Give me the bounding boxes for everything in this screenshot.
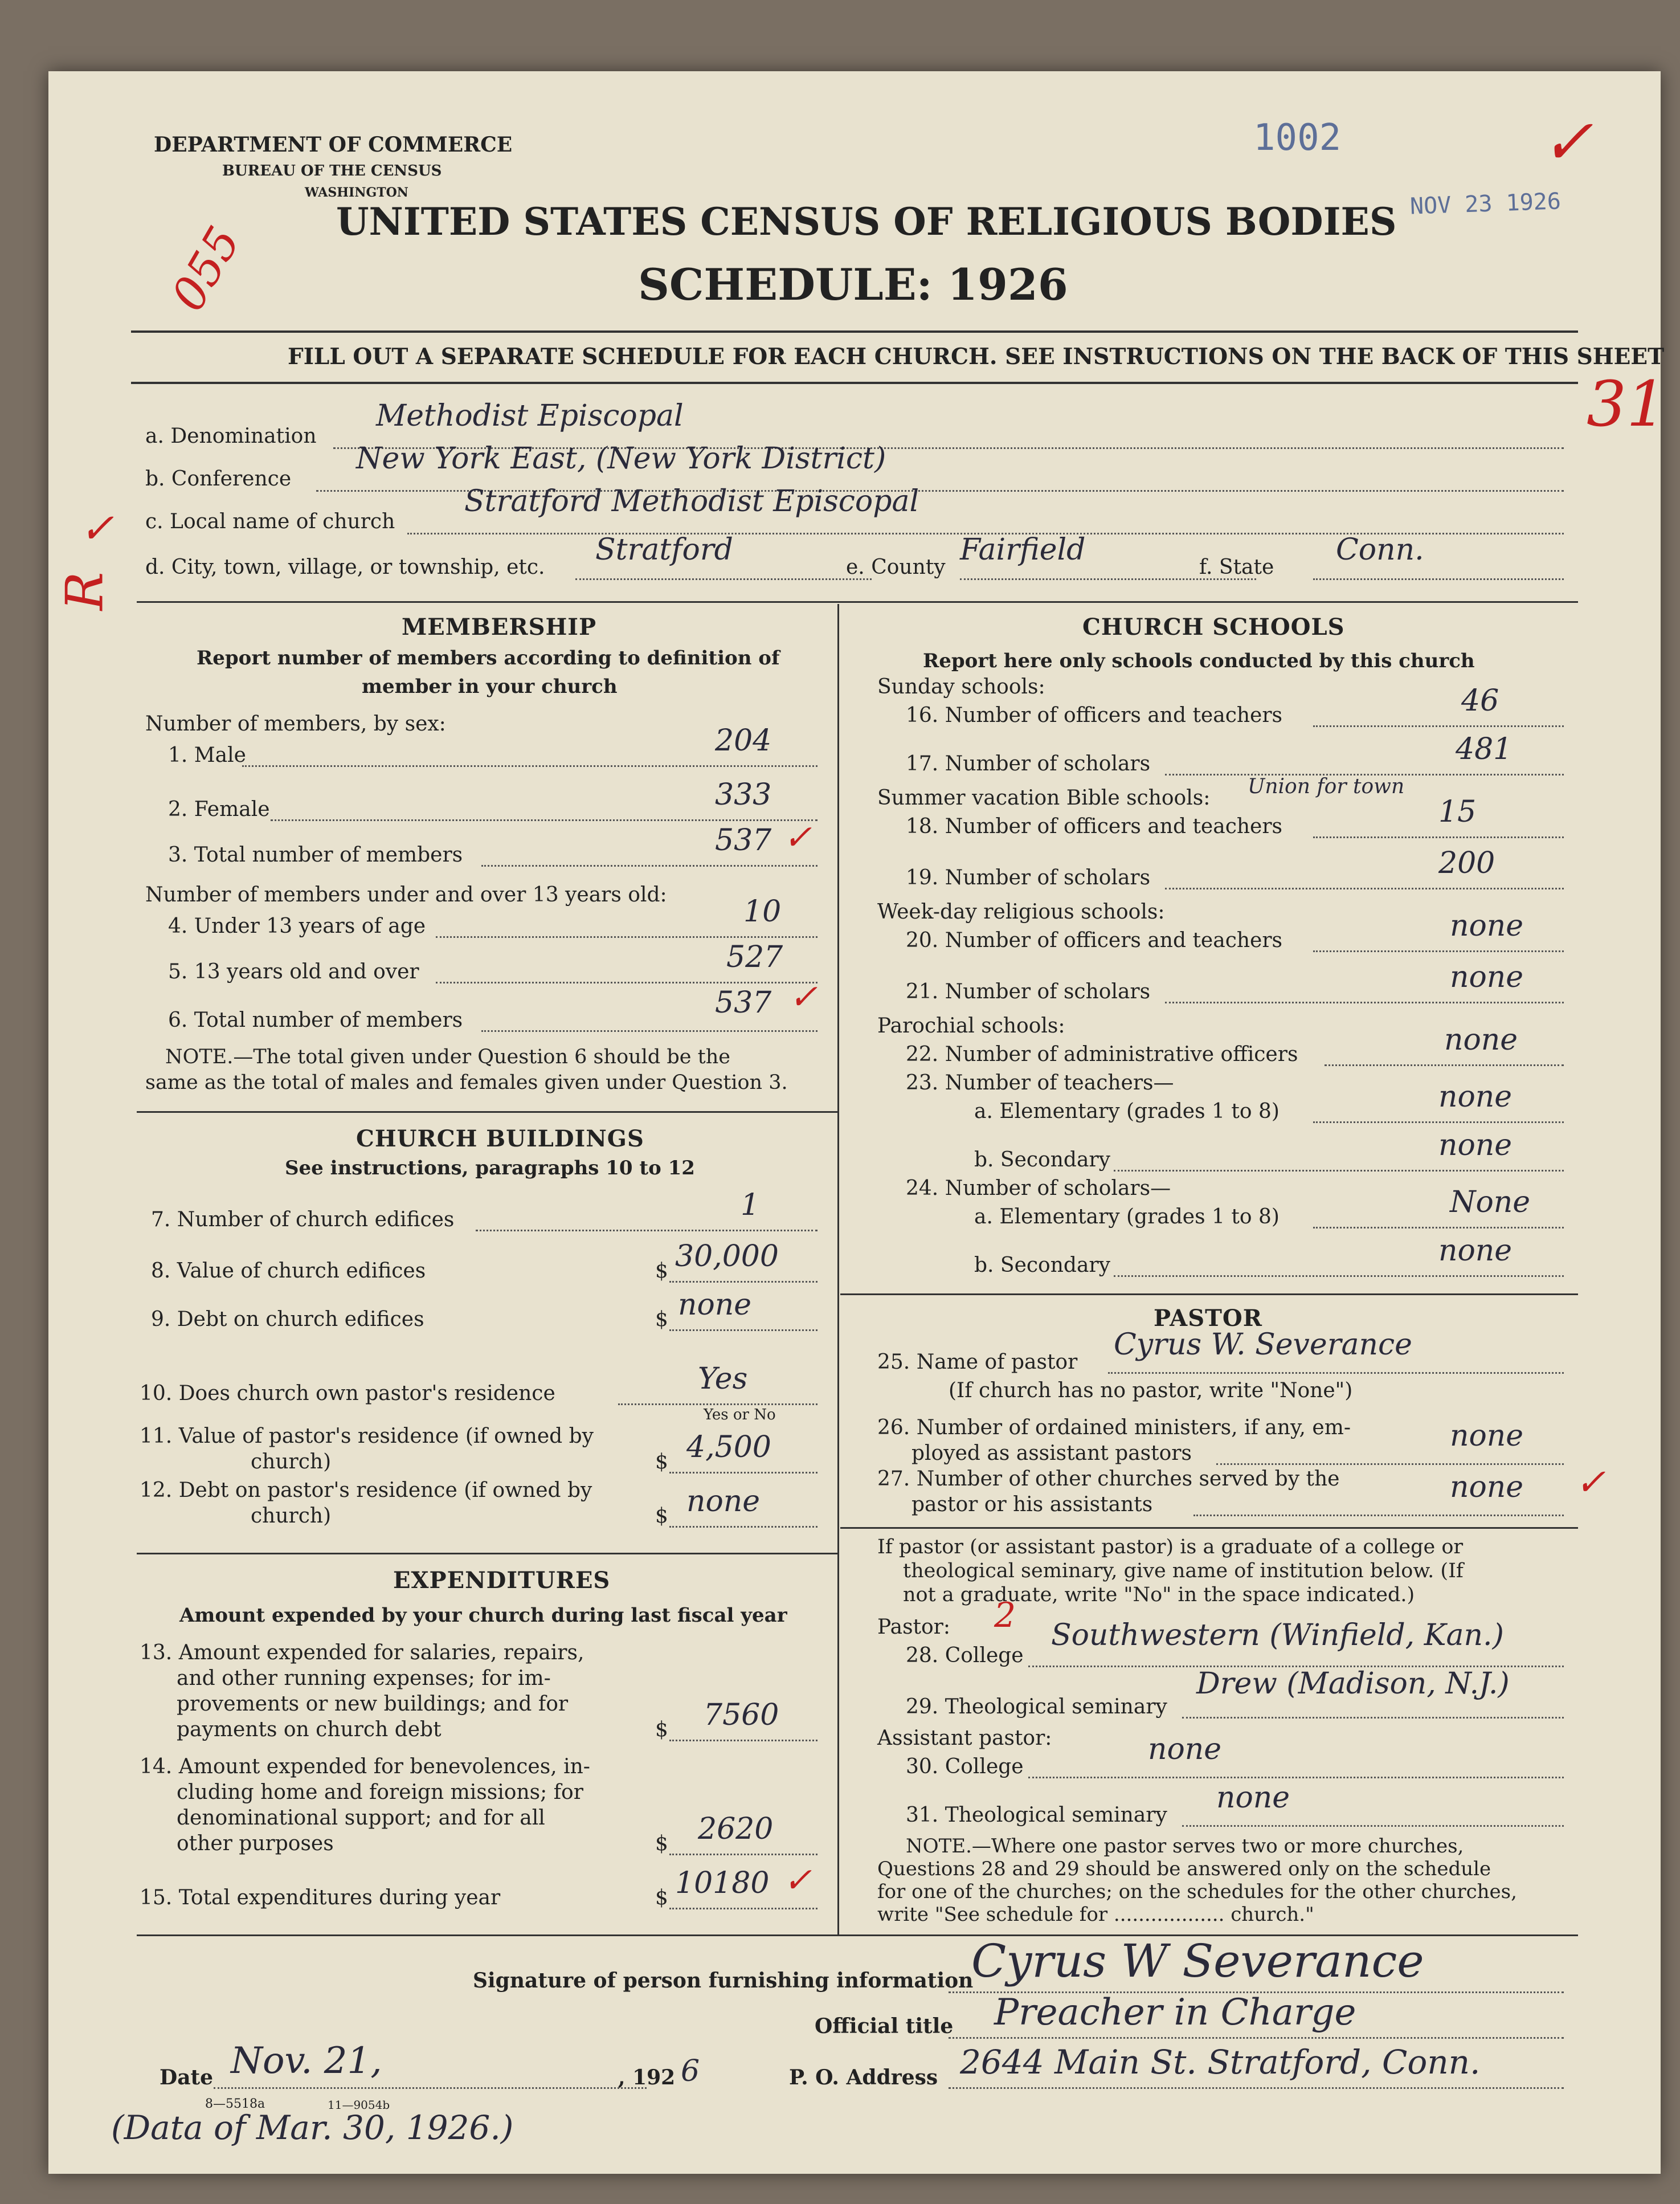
- q16-line: [1313, 725, 1564, 727]
- pastor-note-3: for one of the churches; on the schedules for the other churches,: [877, 1880, 1517, 1903]
- q13-line: [669, 1740, 817, 1741]
- q23b-value[interactable]: none: [1438, 1128, 1513, 1162]
- q13-label-2: and other running expenses; for im-: [177, 1667, 551, 1690]
- q24a-label: a. Elementary (grades 1 to 8): [974, 1205, 1280, 1228]
- q11-value[interactable]: 4,500: [686, 1430, 771, 1464]
- expenditures-intro: Amount expended by your church during last fiscal year: [179, 1604, 787, 1627]
- q10-hint: Yes or No: [704, 1406, 776, 1423]
- q14-label-4: other purposes: [177, 1832, 334, 1855]
- q27-line: [1193, 1515, 1564, 1516]
- state-value[interactable]: Conn.: [1336, 533, 1424, 567]
- q8-line: [669, 1281, 817, 1283]
- q15-label: 15. Total expenditures during year: [140, 1886, 501, 1909]
- buildings-heading: CHURCH BUILDINGS: [356, 1125, 644, 1152]
- county-value[interactable]: Fairfield: [960, 533, 1086, 567]
- expenditures-heading: EXPENDITURES: [393, 1567, 611, 1594]
- pastor-subheading: Pastor:: [877, 1615, 951, 1639]
- q28-label: 28. College: [906, 1644, 1024, 1667]
- q23a-value[interactable]: none: [1438, 1080, 1513, 1114]
- q3-line: [481, 865, 817, 867]
- q20-line: [1313, 950, 1564, 952]
- q21-label: 21. Number of scholars: [906, 980, 1151, 1003]
- section-rule: [137, 1553, 837, 1554]
- q4-label: 4. Under 13 years of age: [168, 915, 426, 938]
- q25-line: [1108, 1372, 1564, 1374]
- q7-value[interactable]: 1: [741, 1188, 760, 1222]
- official-title-label: Official title: [815, 2014, 954, 2038]
- form-title: UNITED STATES CENSUS OF RELIGIOUS BODIES: [336, 199, 1397, 244]
- q25-hint: (If church has no pastor, write "None"): [949, 1379, 1353, 1402]
- membership-heading: MEMBERSHIP: [402, 614, 597, 640]
- q6-label: 6. Total number of members: [168, 1009, 463, 1032]
- q24a-value[interactable]: None: [1450, 1185, 1531, 1219]
- state-line: [1313, 578, 1564, 580]
- q19-value[interactable]: 200: [1438, 846, 1495, 880]
- conference-label: b. Conference: [145, 467, 292, 491]
- date-line: [214, 2087, 647, 2089]
- graduate-instruction-1: If pastor (or assistant pastor) is a graduate of a college or: [877, 1536, 1464, 1558]
- membership-intro-2: member in your church: [362, 675, 618, 698]
- q4-line: [436, 936, 817, 938]
- q12-label-2: church): [251, 1504, 332, 1528]
- q8-label: 8. Value of church edifices: [151, 1259, 426, 1283]
- form-number: 8—5518a: [205, 2097, 265, 2111]
- pastor-note-1: NOTE.—Where one pastor serves two or more churches,: [906, 1835, 1464, 1858]
- q15-line: [669, 1908, 817, 1909]
- q15-value[interactable]: 10180: [675, 1866, 770, 1900]
- q14-label-2: cluding home and foreign missions; for: [177, 1781, 583, 1804]
- q30-label: 30. College: [906, 1755, 1024, 1778]
- assistant-pastor-subheading: Assistant pastor:: [877, 1727, 1052, 1750]
- q27-label-1: 27. Number of other churches served by the: [877, 1467, 1340, 1491]
- q30-value[interactable]: none: [1148, 1732, 1222, 1766]
- local-name-value[interactable]: Stratford Methodist Episcopal: [464, 484, 919, 519]
- q31-line: [1182, 1825, 1564, 1827]
- q12-value[interactable]: none: [686, 1484, 761, 1519]
- members-by-sex-label: Number of members, by sex:: [145, 712, 446, 736]
- pastor-note-2: Questions 28 and 29 should be answered only on the schedule: [877, 1858, 1491, 1880]
- header-rule-bottom: [131, 382, 1578, 384]
- q26-label-2: ployed as assistant pastors: [911, 1442, 1192, 1465]
- q24b-line: [1114, 1275, 1564, 1277]
- age-heading: Number of members under and over 13 years old:: [145, 883, 667, 907]
- red-checkmark-icon: ✓: [783, 818, 812, 858]
- q16-value[interactable]: 46: [1461, 684, 1499, 718]
- q30-line: [1028, 1777, 1564, 1778]
- q24-label: 24. Number of scholars—: [906, 1177, 1171, 1200]
- q22-line: [1325, 1064, 1564, 1066]
- red-annotation-055: 055: [161, 218, 251, 320]
- q19-label: 19. Number of scholars: [906, 866, 1151, 889]
- red-checkmark-icon: ✓: [1575, 1462, 1606, 1504]
- q10-value[interactable]: Yes: [698, 1362, 748, 1396]
- red-checkmark-icon: ✓: [783, 1860, 812, 1900]
- q1-line: [242, 765, 817, 767]
- q21-line: [1165, 1002, 1564, 1003]
- state-label: f. State: [1199, 556, 1274, 579]
- q23a-line: [1313, 1121, 1564, 1123]
- q13-label-3: provements or new buildings; and for: [177, 1692, 569, 1716]
- q7-line: [476, 1230, 817, 1231]
- buildings-intro: See instructions, paragraphs 10 to 12: [285, 1157, 695, 1179]
- q23b-line: [1114, 1170, 1564, 1172]
- received-date-stamp: NOV 23 1926: [1409, 188, 1562, 220]
- q31-label: 31. Theological seminary: [906, 1803, 1167, 1827]
- q12-label-1: 12. Debt on pastor's residence (if owned by: [140, 1479, 592, 1502]
- form-number-2: 11—9054b: [328, 2098, 390, 2112]
- section-rule: [137, 1111, 837, 1113]
- section-rule: [137, 601, 1578, 603]
- q4-value[interactable]: 10: [743, 895, 782, 929]
- red-checkmark-icon: ✓: [1541, 105, 1594, 178]
- red-checkmark-icon: ✓: [80, 504, 115, 552]
- q24a-line: [1313, 1227, 1564, 1228]
- date-value[interactable]: Nov. 21,: [231, 2040, 382, 2082]
- signature-label: Signature of person furnishing information: [473, 1969, 974, 1993]
- q28-value[interactable]: Southwestern (Winfield, Kan.): [1051, 1618, 1504, 1652]
- q5-label: 5. 13 years old and over: [168, 960, 419, 983]
- q20-label: 20. Number of officers and teachers: [906, 929, 1283, 952]
- q17-label: 17. Number of scholars: [906, 752, 1151, 776]
- q26-value[interactable]: none: [1450, 1419, 1524, 1453]
- q16-label: 16. Number of officers and teachers: [906, 704, 1283, 727]
- q7-label: 7. Number of church edifices: [151, 1208, 455, 1231]
- q19-line: [1165, 888, 1564, 889]
- dollar-sign: $: [655, 1504, 668, 1528]
- year-value[interactable]: 6: [681, 2054, 700, 2088]
- dollar-sign: $: [655, 1886, 668, 1909]
- instruction-banner: FILL OUT A SEPARATE SCHEDULE FOR EACH CHURCH. SEE INSTRUCTIONS ON THE BACK OF THIS SHEET: [288, 344, 1665, 370]
- city-heading: WASHINGTON: [305, 185, 408, 200]
- conference-value[interactable]: New York East, (New York District): [356, 442, 886, 476]
- q11-label-1: 11. Value of pastor's residence (if owned by: [140, 1425, 594, 1448]
- weekday-schools-heading: Week-day religious schools:: [877, 900, 1165, 924]
- q14-label-3: denominational support; and for all: [177, 1806, 545, 1830]
- q22-value[interactable]: none: [1444, 1023, 1518, 1057]
- q14-line: [669, 1854, 817, 1855]
- q5-line: [436, 982, 817, 983]
- q17-value[interactable]: 481: [1456, 732, 1513, 766]
- local-name-label: c. Local name of church: [145, 510, 395, 533]
- q29-label: 29. Theological seminary: [906, 1695, 1167, 1719]
- schedule-title: SCHEDULE: 1926: [638, 259, 1068, 310]
- dollar-sign: $: [655, 1832, 668, 1855]
- q2-value[interactable]: 333: [715, 778, 772, 812]
- schools-intro: Report here only schools conducted by this church: [923, 650, 1475, 672]
- pastor-heading: PASTOR: [1154, 1305, 1262, 1332]
- q3-value[interactable]: 537: [715, 823, 772, 858]
- header-rule-top: [131, 330, 1578, 333]
- q1-label: 1. Male: [168, 744, 246, 767]
- q26-line: [1216, 1463, 1564, 1465]
- q8-value[interactable]: 30,000: [675, 1239, 779, 1274]
- q20-value[interactable]: none: [1450, 909, 1524, 943]
- summer-schools-note[interactable]: Union for town: [1248, 775, 1405, 798]
- graduate-instruction-3: not a graduate, write "No" in the space indicated.): [903, 1583, 1415, 1606]
- q1-value[interactable]: 204: [715, 724, 772, 758]
- q21-value[interactable]: none: [1450, 960, 1524, 994]
- q25-value[interactable]: Cyrus W. Severance: [1114, 1328, 1412, 1362]
- data-date-note: (Data of Mar. 30, 1926.): [111, 2108, 514, 2147]
- q18-line: [1313, 836, 1564, 838]
- q27-label-2: pastor or his assistants: [911, 1493, 1153, 1516]
- graduate-instruction-2: theological seminary, give name of institution below. (If: [903, 1560, 1464, 1582]
- q29-line: [1182, 1717, 1564, 1719]
- dollar-sign: $: [655, 1308, 668, 1331]
- year-label: , 192: [618, 2066, 676, 2089]
- dollar-sign: $: [655, 1259, 668, 1283]
- q9-value[interactable]: none: [678, 1288, 752, 1322]
- red-annotation-31: 31: [1587, 368, 1666, 440]
- q14-value[interactable]: 2620: [698, 1812, 774, 1846]
- membership-intro-1: Report number of members according to definition of: [197, 647, 780, 670]
- q10-line: [618, 1403, 817, 1405]
- q24b-label: b. Secondary: [974, 1254, 1110, 1277]
- stamp-number: 1002: [1253, 117, 1342, 159]
- city-value[interactable]: Stratford: [595, 533, 733, 567]
- q11-line: [669, 1472, 817, 1474]
- q23a-label: a. Elementary (grades 1 to 8): [974, 1100, 1280, 1123]
- po-address-label: P. O. Address: [789, 2066, 938, 2089]
- parochial-schools-heading: Parochial schools:: [877, 1014, 1065, 1038]
- q13-value[interactable]: 7560: [704, 1698, 779, 1732]
- q31-value[interactable]: none: [1216, 1781, 1290, 1815]
- q13-label-1: 13. Amount expended for salaries, repairs,: [140, 1641, 584, 1664]
- dollar-sign: $: [655, 1718, 668, 1741]
- q18-label: 18. Number of officers and teachers: [906, 815, 1283, 838]
- official-title-line: [949, 2037, 1564, 2039]
- membership-note-2: same as the total of males and females given under Question 3.: [145, 1071, 788, 1094]
- q3-label: 3. Total number of members: [168, 843, 463, 867]
- dollar-sign: $: [655, 1450, 668, 1474]
- official-title-value[interactable]: Preacher in Charge: [994, 1991, 1356, 2034]
- signature-value[interactable]: Cyrus W Severance: [971, 1934, 1424, 1987]
- q9-label: 9. Debt on church edifices: [151, 1308, 424, 1331]
- q13-label-4: payments on church debt: [177, 1718, 442, 1741]
- q6-line: [481, 1030, 817, 1032]
- q22-label: 22. Number of administrative officers: [906, 1043, 1298, 1066]
- denomination-value[interactable]: Methodist Episcopal: [376, 399, 684, 433]
- section-rule: [840, 1293, 1578, 1295]
- red-annotation-r: R: [55, 572, 115, 611]
- membership-note-1: NOTE.—The total given under Question 6 should be the: [165, 1046, 730, 1068]
- q29-value[interactable]: Drew (Madison, N.J.): [1196, 1667, 1510, 1701]
- q23-label: 23. Number of teachers—: [906, 1071, 1174, 1095]
- column-divider: [837, 604, 839, 1934]
- q23b-label: b. Secondary: [974, 1148, 1110, 1172]
- red-checkmark-icon: ✓: [789, 977, 818, 1017]
- q14-label-1: 14. Amount expended for benevolences, in-: [140, 1755, 590, 1778]
- q9-line: [669, 1329, 817, 1331]
- city-line: [575, 578, 872, 580]
- bureau-heading: BUREAU OF THE CENSUS: [222, 162, 442, 179]
- q10-label: 10. Does church own pastor's residence: [140, 1382, 555, 1405]
- q26-label-1: 26. Number of ordained ministers, if any, em-: [877, 1416, 1351, 1439]
- pastor-note-4: write "See schedule for .................. church.": [877, 1903, 1314, 1926]
- q24b-value[interactable]: none: [1438, 1234, 1513, 1268]
- summer-schools-heading: Summer vacation Bible schools:: [877, 786, 1211, 810]
- q27-value[interactable]: none: [1450, 1470, 1524, 1504]
- q5-value[interactable]: 527: [726, 940, 783, 974]
- section-rule: [840, 1527, 1578, 1529]
- q25-label: 25. Name of pastor: [877, 1350, 1078, 1374]
- denomination-label: a. Denomination: [145, 425, 317, 448]
- q6-value[interactable]: 537: [715, 986, 772, 1020]
- q18-value[interactable]: 15: [1438, 795, 1477, 829]
- city-label: d. City, town, village, or township, etc.: [145, 556, 545, 579]
- po-address-value[interactable]: 2644 Main St. Stratford, Conn.: [960, 2043, 1481, 2081]
- department-heading: DEPARTMENT OF COMMERCE: [154, 133, 513, 157]
- q2-label: 2. Female: [168, 798, 270, 821]
- red-annotation-2: 2: [994, 1595, 1016, 1635]
- sunday-schools-heading: Sunday schools:: [877, 675, 1045, 699]
- q2-line: [271, 819, 817, 821]
- q12-line: [669, 1526, 817, 1528]
- q11-label-2: church): [251, 1450, 332, 1474]
- census-schedule-sheet: [48, 71, 1666, 2174]
- schools-heading: CHURCH SCHOOLS: [1082, 614, 1345, 640]
- county-label: e. County: [846, 556, 946, 579]
- date-label: Date: [160, 2066, 214, 2089]
- po-address-line: [949, 2087, 1564, 2089]
